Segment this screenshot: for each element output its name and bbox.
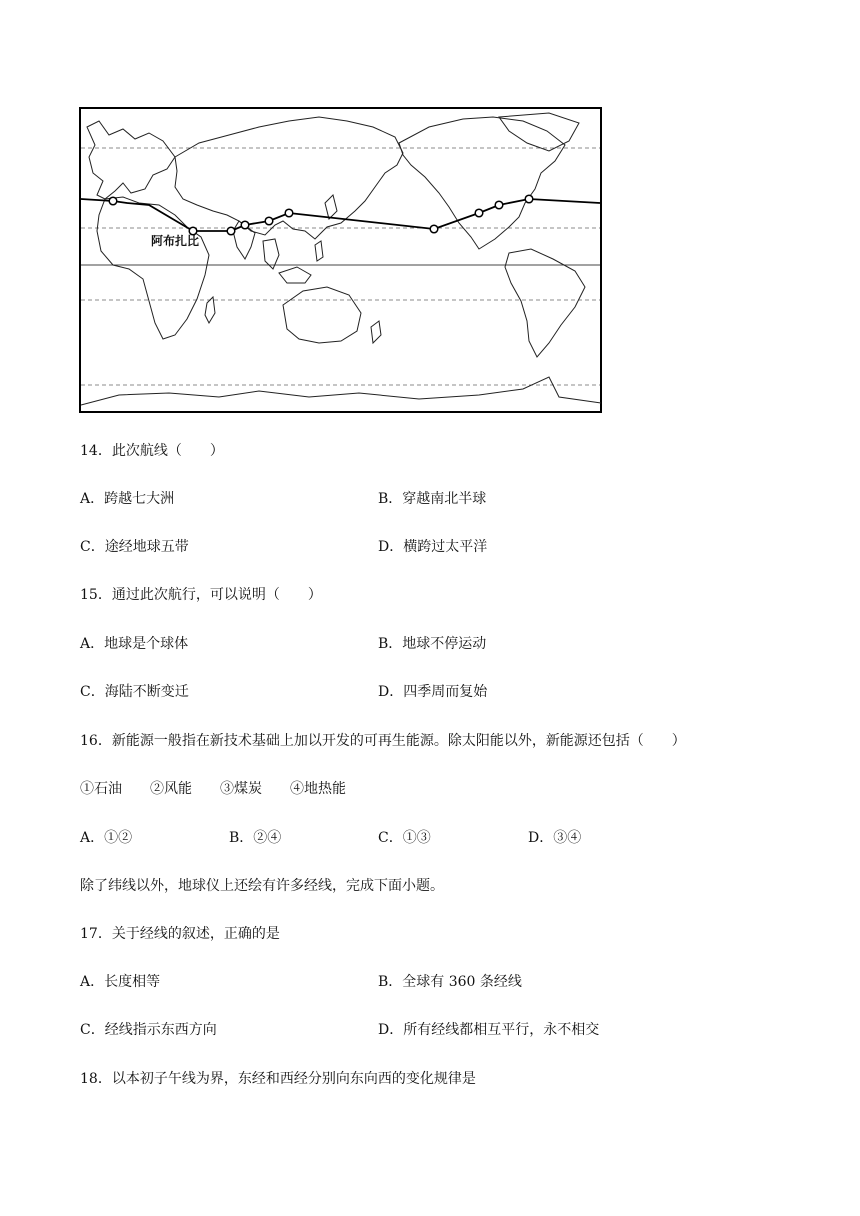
route-stop [495,201,503,209]
abu-dhabi-label: 阿布扎比 [151,234,200,248]
q16-stem: 16．新能源一般指在新技术基础上加以开发的可再生能源。除太阳能以外，新能源还包括（ ） [80,733,686,749]
q16-option-d: D．③④ [528,830,582,846]
q17-option-a: A．长度相等 [80,974,161,990]
q16-option-a: A．①② [80,830,133,846]
world-map-figure [79,107,602,413]
route-stop [109,197,117,205]
map-border [80,108,601,412]
q15-option-a: A．地球是个球体 [80,636,189,652]
route-stop [475,209,483,217]
q15-option-b: B．地球不停运动 [378,636,487,652]
q17-option-c: C．经线指示东西方向 [80,1022,217,1038]
q14-option-b: B．穿越南北半球 [378,491,487,507]
q17-option-b: B．全球有 360 条经线 [378,974,522,990]
q15-stem: 15．通过此次航行，可以说明（ ） [80,587,322,603]
q14-stem: 14．此次航线（ ） [80,443,224,459]
route-stop [430,225,438,233]
q14-option-d: D．横跨过太平洋 [378,539,488,555]
q15-option-c: C．海陆不断变迁 [80,684,189,700]
q16-option-b: B．②④ [229,830,282,846]
q18-stem: 18．以本初子午线为界，东经和西经分别向东向西的变化规律是 [80,1071,476,1087]
q17-option-d: D．所有经线都相互平行，永不相交 [378,1022,600,1038]
q14-option-c: C．途经地球五带 [80,539,189,555]
q15-option-d: D．四季周而复始 [378,684,488,700]
q16-items: ①石油 ②风能 ③煤炭 ④地热能 [80,781,346,797]
route-stop [285,209,293,217]
route-stop [265,217,273,225]
route-stop [227,227,235,235]
q17-stem: 17．关于经线的叙述，正确的是 [80,926,280,942]
route-stop [241,221,249,229]
world-map [79,107,602,413]
q14-option-a: A．跨越七大洲 [80,491,175,507]
route-stop [525,195,533,203]
section-intro: 除了纬线以外，地球仪上还绘有许多经线，完成下面小题。 [80,878,444,894]
q16-option-c: C．①③ [378,830,431,846]
